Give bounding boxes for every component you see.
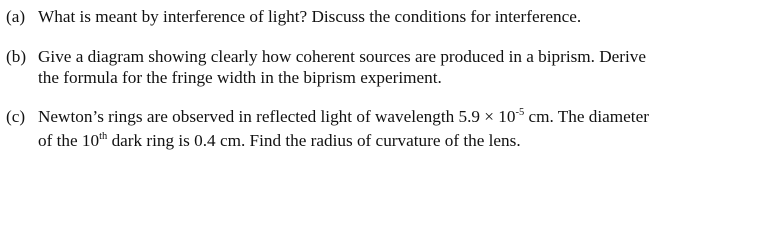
- question-b-text-line-1: Give a diagram showing clearly how coherent sources are produced in a biprism. Derive: [38, 47, 647, 66]
- question-c-line-2: [6, 130, 771, 154]
- question-a-line-1: [6, 6, 771, 27]
- question-c-text-1a: Newton’s rings are observed in reflected light of wavelength 5.9 × 10: [38, 107, 516, 126]
- question-a-label: (a): [6, 7, 26, 26]
- question-b: [6, 46, 771, 88]
- ordinal-suffix: th: [99, 131, 108, 142]
- question-c-text-2a: of the 10: [38, 131, 100, 150]
- question-b-line-1: [6, 46, 771, 67]
- question-b-label: (b): [6, 47, 27, 66]
- question-a-text: What is meant by interference of light? Discuss the conditions for interference.: [38, 7, 582, 26]
- question-c-text-1b: cm. The diameter: [524, 107, 649, 126]
- question-c: [6, 106, 771, 154]
- exponent: -5: [515, 107, 525, 118]
- question-c-label: (c): [6, 107, 26, 126]
- question-b-text-line-2: the formula for the fringe width in the biprism experiment.: [38, 68, 442, 87]
- question-a: [6, 6, 771, 27]
- question-c-line-1: [6, 106, 771, 130]
- question-c-text-2b: dark ring is 0.4 cm. Find the radius of curvature of the lens.: [107, 131, 521, 150]
